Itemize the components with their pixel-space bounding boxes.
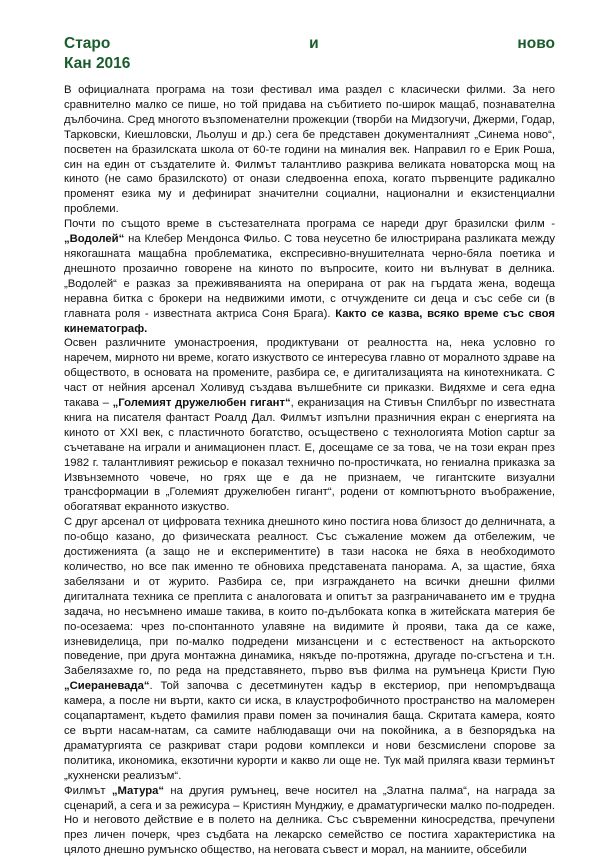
paragraph-text: на другия румънец, вече носител на „Златна палма“, на награда за сценарий, а сега и за режисура – Кристиян Мунджиу, е драматургически малко по-подреден. Но и неговото действие е в полето на делника. Със съвременни киносредства, пречупени през личен почерк, чрез съдбата на лекарско семейство се постига характеристика на цялото днешно румънско общество, на неговата съвест и морал, на маниите, обсебили: [64, 784, 555, 857]
paragraph-text: Почти по същото време в състезателната програма се нареди друг бразилски филм -: [64, 218, 555, 231]
emphasis-sentence: Както се казва, всяко време със своя кинематограф.: [64, 307, 555, 335]
title-word-1: Старо: [64, 35, 111, 52]
paragraph-4: [64, 515, 555, 783]
paragraph-3: [64, 336, 555, 515]
paragraph-5: [64, 784, 555, 858]
paragraph-1: [64, 83, 555, 217]
paragraph-text: Филмът: [64, 784, 112, 797]
title-line-1: [64, 34, 555, 54]
title-line-2: Кан 2016: [64, 55, 131, 72]
film-title-matura: „Матура“: [111, 784, 165, 797]
title-word-2: и: [309, 35, 319, 52]
article-title: [64, 34, 555, 74]
paragraph-text: на Клебер Мендонса Фильо. С това неусетно бе илюстрирана разликата между някогашната мащабна проблематика, експресивно-внушителната черно-бяла поетика и днешното прозаично говорене на киното по въпросите, които ни вълнуват в делника. „Водолей“ е разказ за преживяванията на оперирана от рак на гърдата жена, водеща неравна битка с брокери на недвижими имоти, с отчуждените си деца и със себе си (в главната роля - известната актриса Соня Брага).: [64, 233, 555, 320]
paragraph-text: В официалната програма на този фестивал има раздел с класически филми. За него сравнително малко се пише, но той придава на събитието по-широк мащаб, познавателна дълбочина. Сред многото възпоменателни прожекции (творби на Мидзогучи, Джерми, Годар, Тарковски, Киешловски, Льолуш и др.) сега бе представен документалният „Синема ново“, посветен на бразилската школа от 60-те години на миналия век. Направил го е Ерик Роша, син на един от създателите ѝ. Филмът талантливо разкрива великата новаторска мощ на киното (не само бразилското) от онази следвоенна епоха, когато първенците радикално променят езика му и дефинират значителни социални, национални и екзистенциални проблеми.: [64, 84, 555, 216]
paragraph-text: . Той започва с десетминутен кадър в екстериор, при непомръдваща камера, а после ни върти, както си иска, в клаустрофобичното пространство на маломерен соцапартамент, където фамилия прави помен за починалия баща. Скритата камера, която се върти насам-натам, са самите наблюдаващи очи на покойника, а в безпорядъка на драматургията се разкриват стари родови комплекси и нови безсмислени спорове за политика, икономика, екзотични курорти и какво ли още не. Тук май приляга квази терминът „кухненски реализъм“.: [64, 680, 555, 782]
article-body: [64, 83, 555, 858]
film-title-aquarius: „Водолей“: [64, 233, 125, 246]
paragraph-text: , екранизация на Стивън Спилбърг по известната книга на писателя фантаст Роалд Дал. Филмът изпълни празничния екран с енергията на киното от XXI век, с пластичното богатство, осъществено с технологията Motion captur за съчетаване на играли и анимационен пласт. Е, досещаме се за това, че на този екран през 1982 г. талантливият режисьор е показал технично по-простичката, но гениална приказка за Извънземното човече, но грях ще е да не признаем, че гигантските визуални трансформации в „Големият дружелюбен гигант“, родени от компютърното въображение, обогатяват екранното изкуство.: [64, 397, 555, 514]
title-word-3: ново: [517, 35, 555, 52]
paragraph-text: С друг арсенал от цифровата техника днешното кино постига нова близост до делничната, а по-общо казано, до физическата реалност. Със съжаление можем да отбележим, че достиженията (а защо не и експериментите) в тази насока не бяха в необходимото количество, но все пак именно те обновиха представената панорама. А, за щастие, бяха забелязани и от журито. Разбира се, при изграждането на всички днешни филми дигиталната техника се преплита с аналоговата и опитът за разграничаването им е трудна задача, но несъмнено имаше такива, в които по-дълбоката копка в житейската материя бе по-осезаема: чрез по-спонтанното улавяне на видимите ѝ прояви, така да се каже, изневиделица, при по-малко подредени мизансцени и с естественост на актьорското поведение, при друга монтажна динамика, някъде по-протяжна, другаде по-сгъстена и т.н. Забелязахме го, по реда на представянето, първо във филма на румънеца Кристи Пую: [64, 516, 555, 678]
film-title-sieranevada: „Сиераневада“: [64, 680, 150, 693]
film-title-bfg: „Големият дружелюбен гигант“: [112, 397, 291, 410]
paragraph-2: [64, 217, 555, 336]
paragraph-text: Освен различните умонастроения, продиктувани от реалността на, нека условно го наречем, мирното ни време, когато изкуството се интересува главно от моралното здраве на обществото, в основата на промените, разбира се, е дигитализацията на кинотехниката. С част от нейния арсенал Холивуд създава вълшебните си приказки. Видяхме и сега една такава –: [64, 337, 555, 410]
